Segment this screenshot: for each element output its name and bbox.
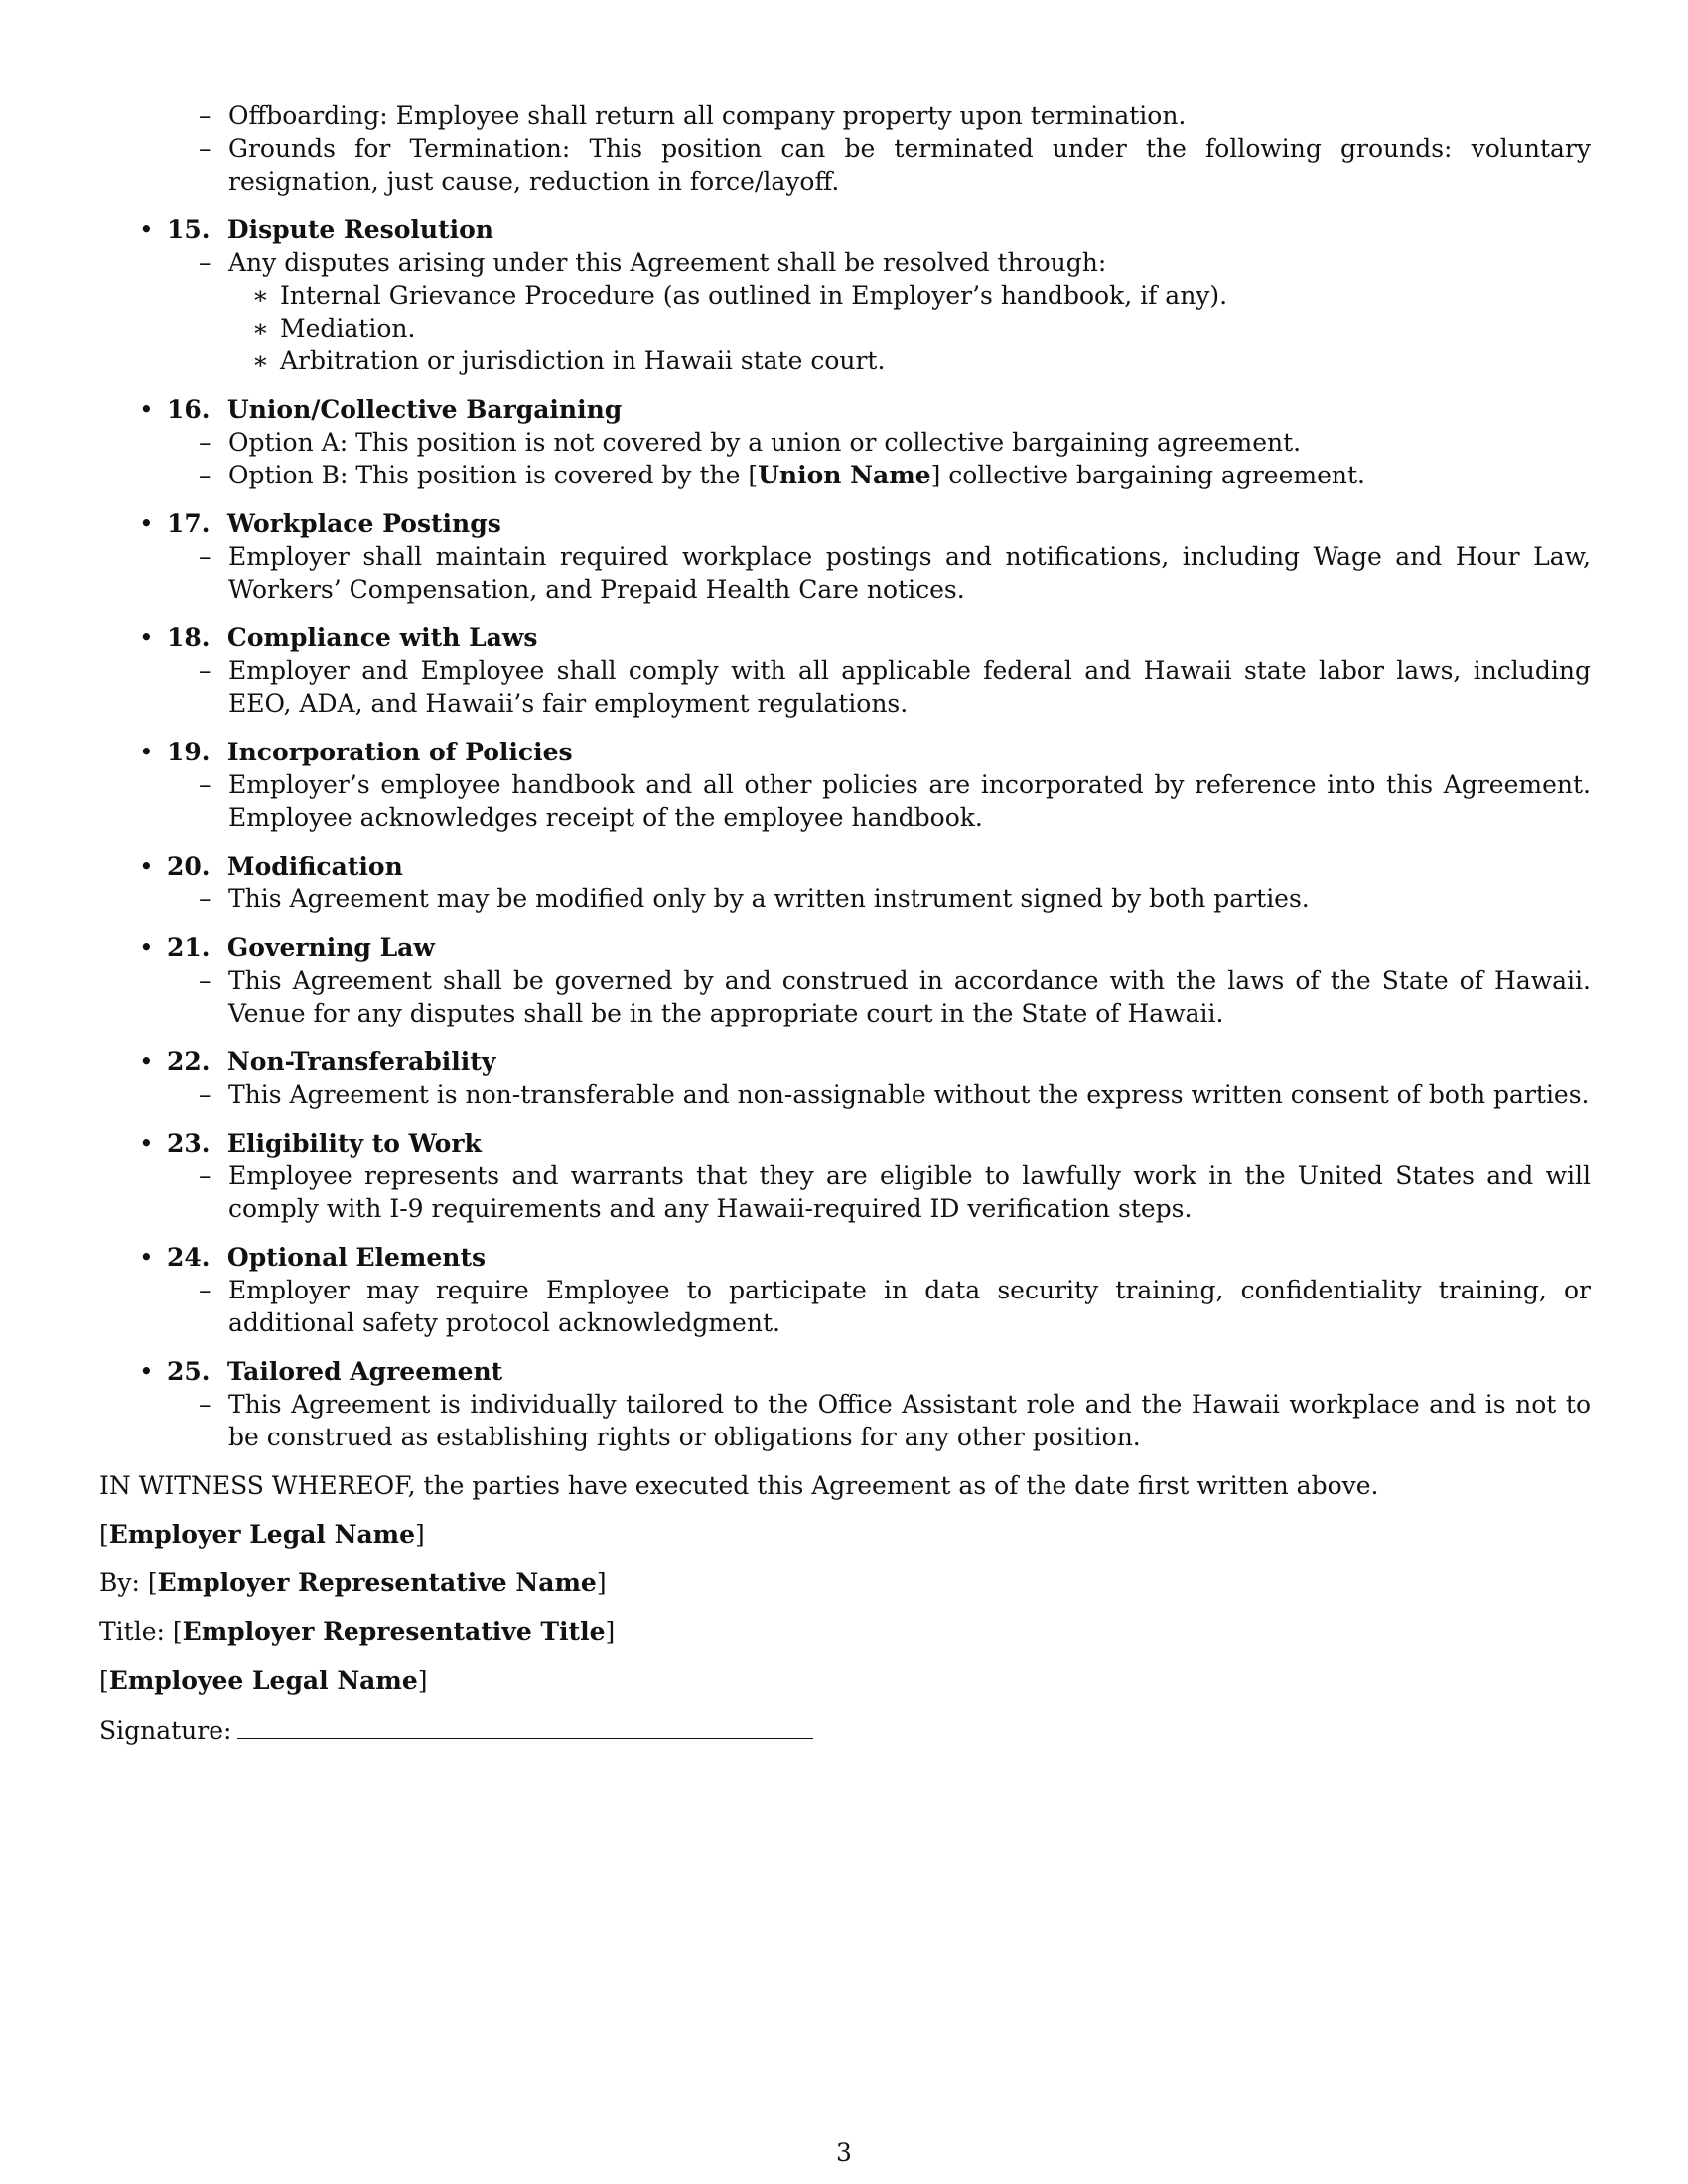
list-item: – Option B: This position is covered by the [Union Name] collective bargaining agreement. [199, 461, 1365, 489]
section-15 [99, 213, 1591, 377]
bullet-icon: • [139, 1047, 154, 1076]
list-item: – This Agreement may be modified only by a written instrument signed by both parties. [199, 885, 1310, 913]
list-item: – Employee represents and warrants that they are eligible to lawfully work in the United States and will comply with I-9 requirements and any Hawaii-required ID verification steps. [199, 1161, 1591, 1223]
bullet-icon: • [139, 509, 154, 538]
bullet-icon: • [139, 1243, 154, 1272]
section-23 [99, 1127, 1591, 1225]
list-item: – This Agreement is non-transferable and non-assignable without the express written consent of both parties. [199, 1080, 1590, 1109]
section-heading: 23. Eligibility to Work [167, 1129, 482, 1158]
list-item: – Option A: This position is not covered by a union or collective bargaining agreement. [199, 428, 1302, 457]
list-item: – Offboarding: Employee shall return all company property upon termination. [199, 101, 1187, 130]
sections-list [99, 213, 1591, 1453]
termination-continued-list [99, 99, 1591, 198]
list-item: – Grounds for Termination: This position can be terminated under the following grounds: voluntary resignation, just cause, reduction in force/layoff. [199, 134, 1591, 196]
employer-representative-line: By: [Employer Representative Name] [99, 1569, 607, 1597]
list-item: – Employer shall maintain required workplace postings and notifications, including Wage and Hour Law, Workers’ Compensation, and Prepaid Health Care notices. [199, 542, 1591, 604]
section-25 [99, 1355, 1591, 1453]
list-item: – Employer may require Employee to participate in data security training, confidentiality training, or additional safety protocol acknowledgment. [199, 1276, 1591, 1337]
section-heading: 22. Non-Transferability [167, 1047, 496, 1076]
section-22 [99, 1045, 1591, 1111]
signature-line: Signature: [99, 1712, 1591, 1747]
list-item: – This Agreement is individually tailored to the Office Assistant role and the Hawaii workplace and is not to be construed as establishing rights or obligations for any other position. [199, 1390, 1591, 1451]
section-18 [99, 621, 1591, 720]
section-heading: 20. Modification [167, 852, 403, 881]
employer-legal-name: [Employer Legal Name] [99, 1520, 425, 1549]
list-item: ∗ Arbitration or jurisdiction in Hawaii state court. [252, 346, 886, 375]
page-number: 3 [836, 2138, 852, 2167]
bullet-icon: • [139, 852, 154, 881]
section-20 [99, 850, 1591, 915]
section-heading: 16. Union/Collective Bargaining [167, 395, 623, 424]
list-item: – Employer and Employee shall comply with all applicable federal and Hawaii state labor laws, including EEO, ADA, and Hawaii’s fair employment regulations. [199, 656, 1591, 718]
section-heading: 21. Governing Law [167, 933, 435, 962]
section-heading: 17. Workplace Postings [167, 509, 501, 538]
bullet-icon: • [139, 1129, 154, 1158]
section-16 [99, 393, 1591, 491]
employer-representative-title-line: Title: [Employer Representative Title] [99, 1617, 616, 1646]
section-heading: 24. Optional Elements [167, 1243, 487, 1272]
section-heading: 19. Incorporation of Policies [167, 738, 573, 766]
document-page [99, 99, 1591, 1763]
bullet-icon: • [139, 1357, 154, 1386]
section-17 [99, 507, 1591, 606]
list-item: – Employer’s employee handbook and all other policies are incorporated by reference into this Agreement. Employee acknowledges receipt of the employee handbook. [199, 770, 1591, 832]
section-heading: 25. Tailored Agreement [167, 1357, 503, 1386]
section-21 [99, 931, 1591, 1029]
bullet-icon: • [139, 623, 154, 652]
employee-legal-name: [Employee Legal Name] [99, 1666, 428, 1695]
list-item: – Any disputes arising under this Agreement shall be resolved through: ∗ Internal Grievance Procedure (as outlined in Employer’s handbook, if any). ∗ Mediation. ∗ Arbitration or jurisdiction in Hawaii state court. [228, 246, 1591, 377]
section-heading: 15. Dispute Resolution [167, 215, 493, 244]
bullet-icon: • [139, 738, 154, 766]
list-item: ∗ Mediation. [252, 314, 416, 342]
bullet-icon: • [139, 933, 154, 962]
list-item: ∗ Internal Grievance Procedure (as outlined in Employer’s handbook, if any). [252, 281, 1228, 310]
signature-field[interactable] [237, 1712, 813, 1739]
witness-statement: IN WITNESS WHEREOF, the parties have executed this Agreement as of the date first written above. [99, 1471, 1379, 1500]
bullet-icon: • [139, 215, 154, 244]
section-19 [99, 736, 1591, 834]
section-24 [99, 1241, 1591, 1339]
bullet-icon: • [139, 395, 154, 424]
list-item: – This Agreement shall be governed by and construed in accordance with the laws of the State of Hawaii. Venue for any disputes shall be in the appropriate court in the State of Hawaii. [199, 966, 1591, 1027]
section-heading: 18. Compliance with Laws [167, 623, 538, 652]
